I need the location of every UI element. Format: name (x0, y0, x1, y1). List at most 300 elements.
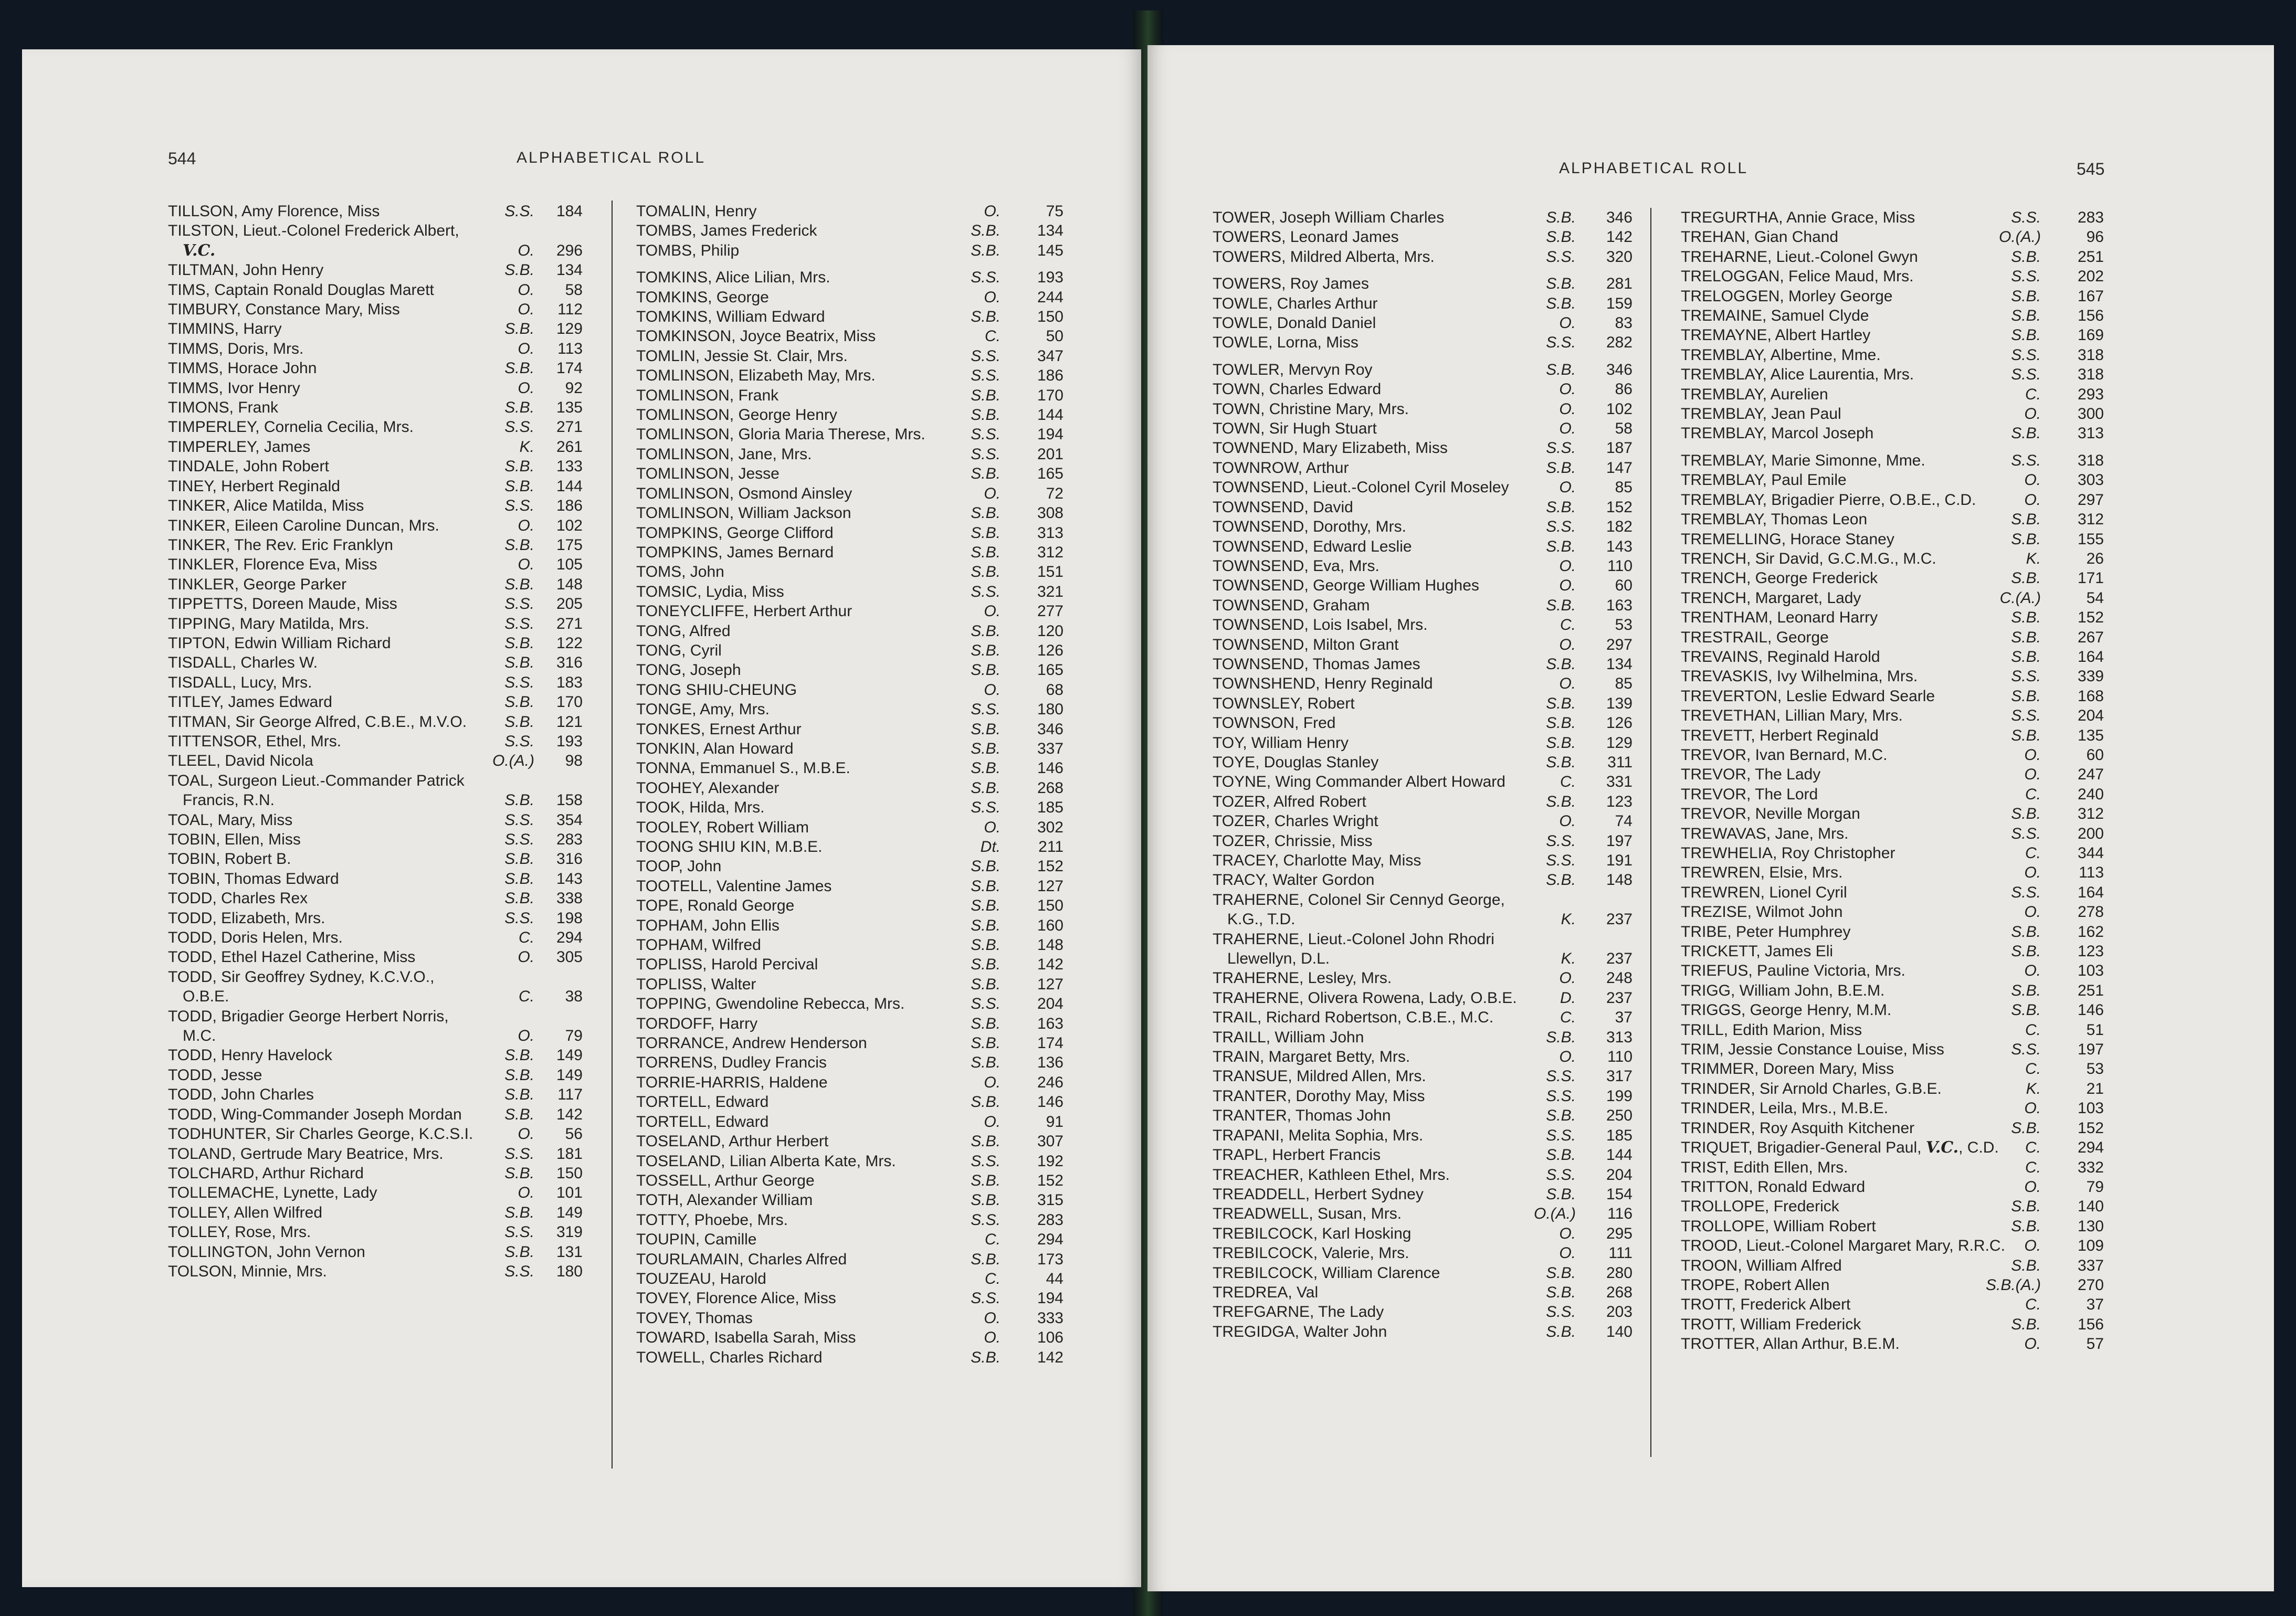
entry-award: O. (1559, 1048, 1576, 1066)
entry-page: 182 (1606, 518, 1633, 536)
roll-entry (168, 300, 583, 319)
entry-award: S.B. (971, 720, 1000, 738)
entry-name: TOWELL, Charles Richard (636, 1348, 823, 1366)
entry-award: S.B. (504, 360, 534, 377)
entry-name: TOWN, Charles Edward (1213, 381, 1382, 398)
entry-name: TOMS, John (636, 563, 724, 581)
entry-award: O. (1559, 400, 1576, 418)
roll-entry (1213, 1047, 1633, 1066)
roll-entry (1681, 530, 2104, 549)
entry-page: 339 (2077, 668, 2104, 685)
entry-award: C. (2025, 1021, 2041, 1039)
entry-page: 283 (2077, 209, 2104, 226)
roll-entry (168, 358, 583, 378)
entry-award: C. (1560, 616, 1576, 634)
roll-entry (168, 1262, 583, 1281)
roll-entry (168, 1085, 583, 1104)
entry-gap (1213, 267, 1633, 274)
roll-entry (168, 535, 583, 555)
entry-page: 160 (1037, 916, 1063, 934)
entry-award: C. (2025, 385, 2041, 403)
entry-page: 295 (1606, 1224, 1633, 1242)
entry-page: 163 (1037, 1015, 1063, 1032)
roll-entry (168, 1124, 583, 1144)
entry-award: O. (518, 948, 534, 966)
entry-name: TOMBS, James Frederick (636, 222, 817, 240)
roll-entry (1213, 1126, 1633, 1145)
entry-award: O. (984, 1329, 1000, 1347)
roll-entry (1681, 961, 2104, 980)
roll-entry (1681, 824, 2104, 843)
roll-entry (1213, 772, 1633, 791)
entry-name: TOMPKINS, James Bernard (636, 543, 834, 561)
entry-page: 96 (2086, 228, 2104, 246)
entry-page: 244 (1037, 288, 1063, 306)
entry-award: S.S. (971, 445, 1000, 463)
entry-name: TORTELL, Edward (636, 1113, 769, 1131)
entry-name: TONGE, Amy, Mrs. (636, 701, 770, 719)
entry-name: TOBIN, Ellen, Miss (168, 831, 301, 848)
roll-entry (636, 484, 1063, 503)
entry-award: S.B. (971, 524, 1000, 542)
roll-entry (636, 1092, 1063, 1112)
entry-award: S.S. (2011, 707, 2041, 725)
roll-entry (168, 319, 583, 339)
entry-page: 86 (1615, 381, 1633, 398)
entry-award: S.B. (504, 1086, 534, 1104)
roll-entry (1681, 1315, 2104, 1334)
entry-name: TIPPING, Mary Matilda, Mrs. (168, 615, 370, 632)
roll-entry (636, 641, 1063, 660)
roll-entry (168, 810, 583, 830)
entry-award: O. (984, 288, 1000, 306)
entry-award: S.B. (504, 791, 534, 809)
roll-entry (1681, 1256, 2104, 1275)
entry-award: S.B. (2011, 687, 2041, 705)
entry-award: S.B. (504, 458, 534, 476)
roll-entry (168, 889, 583, 908)
entry-name: TOWNSHEND, Henry Reginald (1213, 675, 1433, 693)
entry-award: S.B. (504, 850, 534, 868)
entry-award: O.(A.) (1534, 1205, 1576, 1223)
entry-award: S.B. (971, 406, 1000, 424)
entry-page: 194 (1037, 426, 1063, 443)
roll-entry (168, 771, 583, 810)
roll-entry (168, 614, 583, 633)
roll-entry (1213, 274, 1633, 293)
entry-award: K. (1561, 950, 1576, 968)
entry-page: 152 (1606, 498, 1633, 516)
entry-name: TOWERS, Leonard James (1213, 228, 1399, 246)
entry-award: O. (984, 681, 1000, 699)
entry-name: TOLLINGTON, John Vernon (168, 1243, 365, 1261)
entry-name: TOPLISS, Walter (636, 975, 756, 993)
roll-entry (636, 1014, 1063, 1033)
entry-award: S.B. (971, 1133, 1000, 1150)
entry-page: 294 (2077, 1139, 2104, 1157)
entry-page: 167 (2077, 287, 2104, 305)
entry-name: TOONG SHIU KIN, M.B.E. (636, 838, 823, 855)
entry-name: TODD, Doris Helen, Mrs. (168, 929, 343, 947)
entry-award: S.S. (971, 426, 1000, 443)
entry-award: S.S. (504, 1145, 534, 1163)
entry-name: TOWNSEND, Lieut.-Colonel Cyril Moseley (1213, 479, 1509, 497)
entry-name: TRACY, Walter Gordon (1213, 871, 1375, 889)
entry-award: S.B. (1546, 228, 1576, 246)
entry-page: 261 (556, 438, 583, 456)
roll-entry (168, 260, 583, 280)
roll-entry (636, 1152, 1063, 1171)
entry-award: O. (2024, 962, 2041, 980)
entry-page: 74 (1615, 812, 1633, 830)
entry-name: TREMAYNE, Albert Hartley (1681, 326, 1871, 344)
roll-entry (1213, 498, 1633, 517)
entry-name: TOWLE, Lorna, Miss (1213, 334, 1358, 352)
entry-page: 303 (2077, 471, 2104, 489)
roll-entry (636, 758, 1063, 778)
roll-entry (168, 221, 583, 260)
entry-page: 312 (2077, 805, 2104, 823)
entry-page: 83 (1615, 314, 1633, 332)
entry-award: S.S. (504, 673, 534, 691)
entry-name: TOZER, Chrissie, Miss (1213, 832, 1373, 850)
entry-name: TODD, Sir Geoffrey Sydney, K.C.V.O., O.B.E. (168, 968, 435, 1006)
entry-page: 152 (1037, 1171, 1063, 1189)
entry-page: 110 (1607, 557, 1633, 575)
roll-entry (168, 928, 583, 947)
entry-page: 142 (1037, 956, 1063, 974)
entry-award: O. (2024, 1100, 2041, 1117)
entry-page: 247 (2077, 766, 2104, 784)
roll-entry (636, 1210, 1063, 1230)
entry-name: TRACEY, Charlotte May, Miss (1213, 852, 1421, 869)
entry-award: S.S. (971, 1211, 1000, 1229)
roll-entry (1213, 1204, 1633, 1223)
roll-entry (1213, 1066, 1633, 1086)
roll-entry (636, 1250, 1063, 1269)
entry-award: S.S. (2011, 668, 2041, 685)
entry-award: C. (2025, 785, 2041, 803)
entry-award: S.B. (971, 465, 1000, 483)
entry-name: TOWNSLEY, Robert (1213, 694, 1355, 712)
entry-page: 267 (2077, 628, 2104, 646)
roll-entry (168, 1222, 583, 1242)
entry-award: S.B. (2011, 425, 2041, 442)
entry-name: TONEYCLIFFE, Herbert Arthur (636, 603, 852, 620)
entry-page: 129 (556, 320, 583, 338)
entry-award: S.B. (1546, 655, 1576, 673)
entry-award: S.B. (1546, 1323, 1576, 1340)
entry-name: TRAHERNE, Lesley, Mrs. (1213, 969, 1392, 987)
entry-name: TOVEY, Florence Alice, Miss (636, 1290, 836, 1307)
roll-entry (1681, 745, 2104, 765)
entry-name: TRAHERNE, Colonel Sir Cennyd George, K.G., T.D. (1213, 891, 1505, 928)
entry-name: TONKIN, Alan Howard (636, 740, 794, 757)
roll-entry (1681, 490, 2104, 510)
roll-entry (1681, 549, 2104, 568)
entry-name: TRINDER, Roy Asquith Kitchener (1681, 1119, 1915, 1137)
entry-award: S.B. (504, 693, 534, 711)
entry-page: 173 (1037, 1250, 1063, 1268)
roll-entry (1213, 674, 1633, 693)
roll-entry (636, 386, 1063, 405)
entry-award: S.S. (1546, 334, 1576, 352)
entry-name: TOOP, John (636, 858, 722, 875)
roll-entry (1213, 1008, 1633, 1027)
roll-entry (1213, 988, 1633, 1008)
roll-entry (168, 712, 583, 732)
entry-award: S.B. (971, 759, 1000, 777)
entry-page: 180 (1037, 701, 1063, 719)
entry-award: O. (2024, 864, 2041, 882)
entry-name: TOLLEY, Rose, Mrs. (168, 1223, 311, 1241)
entry-name: TRAHERNE, Lieut.-Colonel John Rhodri Llewellyn, D.L. (1213, 930, 1494, 968)
entry-page: 56 (565, 1125, 583, 1143)
entry-name: TRIGG, William John, B.E.M. (1681, 981, 1885, 999)
entry-name: TITTENSOR, Ethel, Mrs. (168, 732, 342, 750)
roll-entry (636, 582, 1063, 601)
entry-page: 268 (1037, 779, 1063, 797)
roll-entry (168, 496, 583, 515)
entry-page: 121 (556, 713, 583, 731)
entry-award: S.B. (504, 399, 534, 417)
entry-page: 337 (2077, 1256, 2104, 1274)
entry-award: O. (1559, 479, 1576, 497)
running-head: ALPHABETICAL ROLL (517, 149, 706, 166)
entry-page: 308 (1037, 504, 1063, 522)
entry-name: TOLSON, Minnie, Mrs. (168, 1262, 327, 1280)
entry-page: 201 (1037, 445, 1063, 463)
left-column-2 (636, 202, 1063, 1367)
entry-award: O. (2024, 1335, 2041, 1353)
entry-award: S.S. (1546, 248, 1576, 266)
roll-entry (1681, 1000, 2104, 1020)
entry-name: TOSSELL, Arthur George (636, 1171, 815, 1189)
entry-name: TRESTRAIL, George (1681, 628, 1829, 646)
entry-page: 145 (1037, 241, 1063, 259)
roll-entry (1681, 451, 2104, 470)
roll-entry (1681, 922, 2104, 942)
entry-name: TODD, Henry Havelock (168, 1047, 332, 1064)
roll-entry (1681, 588, 2104, 608)
entry-page: 321 (1037, 583, 1063, 600)
entry-page: 75 (1046, 203, 1063, 220)
entry-name: TREMBLAY, Alice Laurentia, Mrs. (1681, 366, 1914, 384)
running-head: ALPHABETICAL ROLL (1559, 160, 1749, 177)
roll-entry (168, 732, 583, 751)
entry-name: TREMBLAY, Jean Paul (1681, 405, 1841, 423)
entry-name: TOLLEMACHE, Lynette, Lady (168, 1184, 377, 1202)
entry-page: 156 (2077, 307, 2104, 325)
roll-entry (1681, 306, 2104, 325)
roll-entry (1681, 1138, 2104, 1157)
entry-name: TINDALE, John Robert (168, 458, 329, 476)
roll-entry (168, 398, 583, 417)
entry-page: 183 (556, 673, 583, 691)
entry-award: O.(A.) (1999, 228, 2041, 246)
entry-page: 165 (1037, 465, 1063, 483)
entry-award: S.B. (1546, 871, 1576, 889)
roll-entry (1681, 706, 2104, 725)
entry-name: TRANTER, Dorothy May, Miss (1213, 1087, 1425, 1105)
roll-entry (1213, 1283, 1633, 1302)
entry-award: S.B. (1546, 294, 1576, 312)
roll-entry (1681, 1099, 2104, 1118)
entry-name: TOWNEND, Mary Elizabeth, Miss (1213, 439, 1448, 457)
entry-page: 165 (1037, 661, 1063, 679)
entry-name: TREVETHAN, Lillian Mary, Mrs. (1681, 707, 1903, 725)
roll-entry (636, 1190, 1063, 1210)
entry-name: TROLLOPE, William Robert (1681, 1217, 1876, 1235)
entry-page: 152 (1037, 858, 1063, 875)
roll-entry (636, 1132, 1063, 1151)
roll-entry (1213, 713, 1633, 733)
entry-name: TOMLINSON, Elizabeth May, Mrs. (636, 367, 876, 385)
roll-entry (636, 366, 1063, 385)
entry-name: TOUPIN, Camille (636, 1231, 757, 1249)
roll-entry (636, 837, 1063, 857)
entry-award: S.S. (1546, 1303, 1576, 1321)
entry-page: 185 (1606, 1126, 1633, 1144)
entry-page: 300 (2077, 405, 2104, 423)
roll-entry (1213, 694, 1633, 713)
entry-award: S.S. (2011, 209, 2041, 226)
entry-page: 344 (2077, 844, 2104, 862)
entry-page: 204 (2077, 707, 2104, 725)
entry-name: TOVEY, Thomas (636, 1309, 753, 1327)
entry-name: TOWNSON, Fred (1213, 714, 1336, 732)
roll-entry (1213, 379, 1633, 399)
roll-entry (1681, 470, 2104, 490)
entry-page: 311 (1607, 753, 1633, 771)
entry-name: TILLSON, Amy Florence, Miss (168, 203, 380, 220)
roll-entry (1213, 1086, 1633, 1106)
entry-name: TOWLE, Charles Arthur (1213, 294, 1378, 312)
entry-page: 296 (556, 241, 583, 259)
entry-page: 293 (2077, 385, 2104, 403)
roll-entry (1681, 287, 2104, 306)
entry-name: TODD, Brigadier George Herbert Norris, M.C. (168, 1007, 449, 1045)
entry-name: TOYE, Douglas Stanley (1213, 753, 1379, 771)
roll-entry (168, 1144, 583, 1164)
roll-entry (168, 594, 583, 614)
roll-entry (168, 1105, 583, 1124)
roll-entry (636, 326, 1063, 346)
entry-award: S.S. (504, 732, 534, 750)
entry-award: S.S. (504, 203, 534, 220)
roll-entry (1681, 325, 2104, 345)
entry-page: 315 (1037, 1191, 1063, 1209)
roll-entry (636, 523, 1063, 543)
entry-page: 317 (1606, 1068, 1633, 1085)
roll-entry (636, 876, 1063, 896)
entry-name: TOWNSEND, Dorothy, Mrs. (1213, 518, 1406, 536)
roll-entry (636, 1348, 1063, 1367)
entry-name: TOLCHARD, Arthur Richard (168, 1164, 364, 1182)
entry-award: S.B. (504, 713, 534, 731)
roll-entry (168, 575, 583, 594)
entry-name: TODD, Wing-Commander Joseph Mordan (168, 1105, 462, 1123)
entry-name: TORTELL, Edward (636, 1093, 769, 1111)
entry-name: TIMBURY, Constance Mary, Miss (168, 301, 400, 319)
roll-entry (636, 464, 1063, 483)
entry-page: 113 (557, 340, 583, 357)
entry-award: S.B. (971, 241, 1000, 259)
entry-page: 186 (556, 497, 583, 515)
entry-page: 135 (556, 399, 583, 417)
entry-award: O. (518, 241, 534, 259)
roll-entry (636, 425, 1063, 444)
entry-page: 194 (1037, 1290, 1063, 1307)
entry-award: S.B. (2011, 569, 2041, 587)
entry-award: S.B. (971, 1348, 1000, 1366)
entry-page: 312 (1037, 543, 1063, 561)
entry-award: S.B. (1546, 734, 1576, 752)
entry-award: S.S. (1546, 852, 1576, 869)
entry-page: 248 (1606, 969, 1633, 987)
entry-gap (1213, 353, 1633, 360)
roll-entry (1681, 804, 2104, 823)
entry-award: S.S. (2011, 268, 2041, 286)
entry-name: TRAIN, Margaret Betty, Mrs. (1213, 1048, 1410, 1066)
entry-award: O. (984, 818, 1000, 836)
entry-name: TRENCH, Sir David, G.C.M.G., M.C. (1681, 550, 1936, 567)
entry-page: 203 (1606, 1303, 1633, 1321)
entry-page: 122 (556, 634, 583, 652)
entry-page: 174 (1037, 1034, 1063, 1052)
entry-award: S.B. (971, 386, 1000, 404)
entry-page: 102 (556, 516, 583, 534)
roll-entry (636, 975, 1063, 994)
roll-entry (1213, 811, 1633, 831)
entry-page: 270 (2077, 1276, 2104, 1294)
entry-name: TREBILCOCK, Karl Hosking (1213, 1224, 1412, 1242)
entry-name: TRENCH, George Frederick (1681, 569, 1878, 587)
entry-name: TILSTON, Lieut.-Colonel Frederick Albert, V.C. (168, 222, 459, 260)
entry-name: TOWNSEND, Graham (1213, 596, 1370, 614)
entry-award: O. (1559, 636, 1576, 653)
roll-entry (1213, 517, 1633, 536)
entry-page: 313 (2077, 425, 2104, 442)
roll-entry (168, 1242, 583, 1262)
entry-page: 250 (1606, 1107, 1633, 1125)
roll-entry (168, 477, 583, 496)
entry-name: TREMBLAY, Thomas Leon (1681, 511, 1868, 529)
entry-award: S.B. (971, 661, 1000, 679)
entry-name: TORDOFF, Harry (636, 1015, 758, 1032)
entry-page: 155 (2077, 530, 2104, 548)
entry-page: 312 (2077, 511, 2104, 529)
roll-entry (1681, 647, 2104, 667)
roll-entry (1681, 1079, 2104, 1099)
entry-page: 237 (1606, 911, 1633, 928)
entry-name: TOWER, Joseph William Charles (1213, 209, 1445, 226)
entry-award: S.S. (1546, 1126, 1576, 1144)
entry-award: S.S. (971, 347, 1000, 365)
entry-name: TOSELAND, Arthur Herbert (636, 1133, 829, 1150)
entry-page: 271 (556, 418, 583, 436)
entry-page: 294 (556, 929, 583, 947)
entry-name: TIMONS, Frank (168, 399, 279, 417)
entry-page: 51 (2086, 1021, 2104, 1039)
entry-name: TIMPERLEY, James (168, 438, 311, 456)
roll-entry (636, 1308, 1063, 1328)
entry-award: S.B. (2011, 981, 2041, 999)
entry-award: S.B. (971, 897, 1000, 915)
entry-name: TREMBLAY, Marcol Joseph (1681, 425, 1874, 442)
entry-page: 44 (1046, 1270, 1063, 1287)
roll-entry (1681, 1118, 2104, 1138)
